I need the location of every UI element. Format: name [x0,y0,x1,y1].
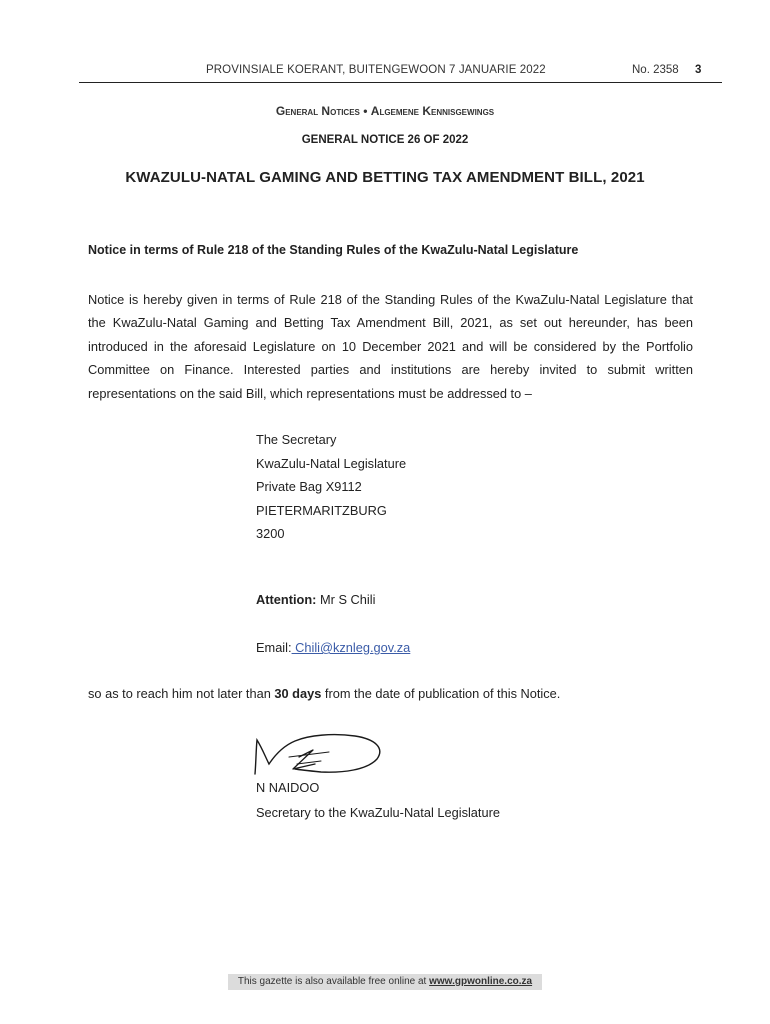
postal-address [256,428,406,546]
address-line: PIETERMARITZBURG [256,502,387,518]
attention-value: Mr S Chili [316,592,376,607]
header-rule [79,82,722,83]
email-line [256,640,410,655]
attention-line [256,592,375,607]
notice-number: GENERAL NOTICE 26 OF 2022 [301,134,469,146]
footer-text: This gazette is also available free online at [237,976,430,987]
running-head: PROVINSIALE KOERANT, BUITENGEWOON 7 JANUARIE 2022 [206,64,546,76]
notice-subheading: Notice in terms of Rule 218 of the Standing Rules of the KwaZulu-Natal Legislature [88,243,579,257]
address-line: Private Bag X9112 [256,479,362,494]
email-link[interactable]: Chili@kznleg.gov.za [291,640,411,655]
attention-label: Attention: [256,592,317,607]
notice-body: Notice is hereby given in terms of Rule 218 of the Standing Rules of the KwaZulu-Natal Legislature that the KwaZulu-Natal Gaming and Betting Tax Amendment Bill, 2021, as set out hereunder, has been introduced in the aforesaid Legislature on 10 December 2021 and will be considered by the Portfolio Committee on Finance. Interested parties and institutions are hereby invited to submit written representations on the said Bill, which representations must be addressed to – [88,292,693,401]
bill-title: KWAZULU-NATAL GAMING AND BETTING TAX AMENDMENT BILL, 2021 [125,169,645,186]
section-heading-right: Algemene Kennisgewings [370,104,495,118]
page-number: 3 [695,64,702,76]
issue-number: No. 2358 [632,64,679,76]
email-label: Email: [256,640,292,655]
signatory-title: Secretary to the KwaZulu-Natal Legislature [256,805,500,820]
address-line: The Secretary [256,432,337,447]
closing-sentence [88,686,560,701]
handwritten-signature [249,728,389,782]
section-heading-left: General Notices [275,104,360,118]
section-heading-separator: • [363,104,368,118]
footer-banner [228,974,542,990]
section-heading [0,104,770,118]
footer-link[interactable]: www.gpwonline.co.za [429,976,533,987]
address-line: 3200 [256,526,285,541]
closing-after: from the date of publication of this Notice. [321,686,561,701]
closing-before: so as to reach him not later than [88,686,275,701]
signatory-name: N NAIDOO [256,780,320,795]
deadline: 30 days [274,686,322,701]
address-line: KwaZulu-Natal Legislature [256,455,407,471]
